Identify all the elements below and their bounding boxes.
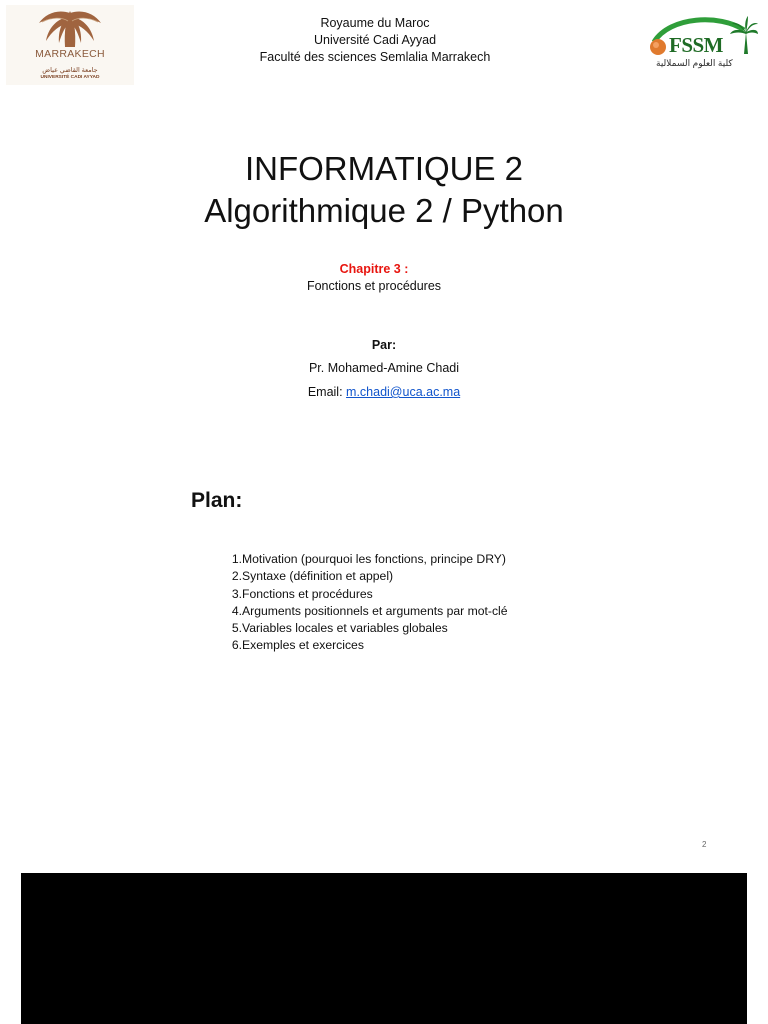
logo-university-name: UNIVERSITÉ CADI AYYAD xyxy=(40,75,100,80)
plan-item xyxy=(214,551,508,568)
plan-item xyxy=(214,637,508,654)
plan-item xyxy=(214,586,508,603)
plan-item-number: 5. xyxy=(231,621,242,636)
email-link[interactable]: m.chadi@uca.ac.ma xyxy=(346,385,461,399)
fssm-wordmark: FSSM xyxy=(669,33,724,57)
kingdom-line: Royaume du Maroc xyxy=(320,16,430,30)
university-line: Université Cadi Ayyad xyxy=(313,33,437,47)
chapter-title: Fonctions et procédures xyxy=(306,279,442,293)
institution-header xyxy=(200,15,550,66)
author-name: Pr. Mohamed-Amine Chadi xyxy=(308,361,460,375)
plan-item-text: Syntaxe (définition et appel) xyxy=(242,569,394,584)
course-title: INFORMATIQUE 2 xyxy=(244,150,524,187)
plan-item xyxy=(214,603,508,620)
fssm-logo xyxy=(640,14,758,76)
plan-list xyxy=(214,551,508,655)
plan-item-text: Motivation (pourquoi les fonctions, principe DRY) xyxy=(242,552,506,566)
plan-heading: Plan: xyxy=(191,489,243,512)
plan-item-number: 1. xyxy=(231,552,242,566)
logo-arabic-name: جامعة القاضي عياض xyxy=(42,67,98,74)
marrakech-university-logo xyxy=(6,5,134,85)
author-by-label: Par: xyxy=(371,338,397,352)
plan-item-text: Exemples et exercices xyxy=(242,638,364,653)
plan-item-text: Variables locales et variables globales xyxy=(242,621,448,636)
logo-wordmark: MARRAKECH xyxy=(35,48,105,60)
palm-tree-icon xyxy=(6,5,134,53)
plan-item-number: 3. xyxy=(231,586,242,601)
fssm-arabic-name: كلية العلوم السملالية xyxy=(656,58,733,68)
plan-item xyxy=(214,568,508,585)
faculty-line: Faculté des sciences Semlalia Marrakech xyxy=(259,50,491,64)
page-number: 2 xyxy=(702,840,707,849)
email-label: Email: xyxy=(307,385,347,399)
plan-item xyxy=(214,620,508,637)
plan-item-number: 6. xyxy=(231,638,242,653)
plan-item-text: Fonctions et procédures xyxy=(242,586,373,601)
course-subtitle: Algorithmique 2 / Python xyxy=(204,192,564,229)
plan-item-text: Arguments positionnels et arguments par mot-clé xyxy=(242,603,508,618)
plan-item-number: 2. xyxy=(231,569,242,584)
black-bar xyxy=(21,873,747,1024)
plan-item-number: 4. xyxy=(231,603,242,618)
email-line xyxy=(0,385,768,399)
chapter-label: Chapitre 3 : xyxy=(339,262,409,276)
